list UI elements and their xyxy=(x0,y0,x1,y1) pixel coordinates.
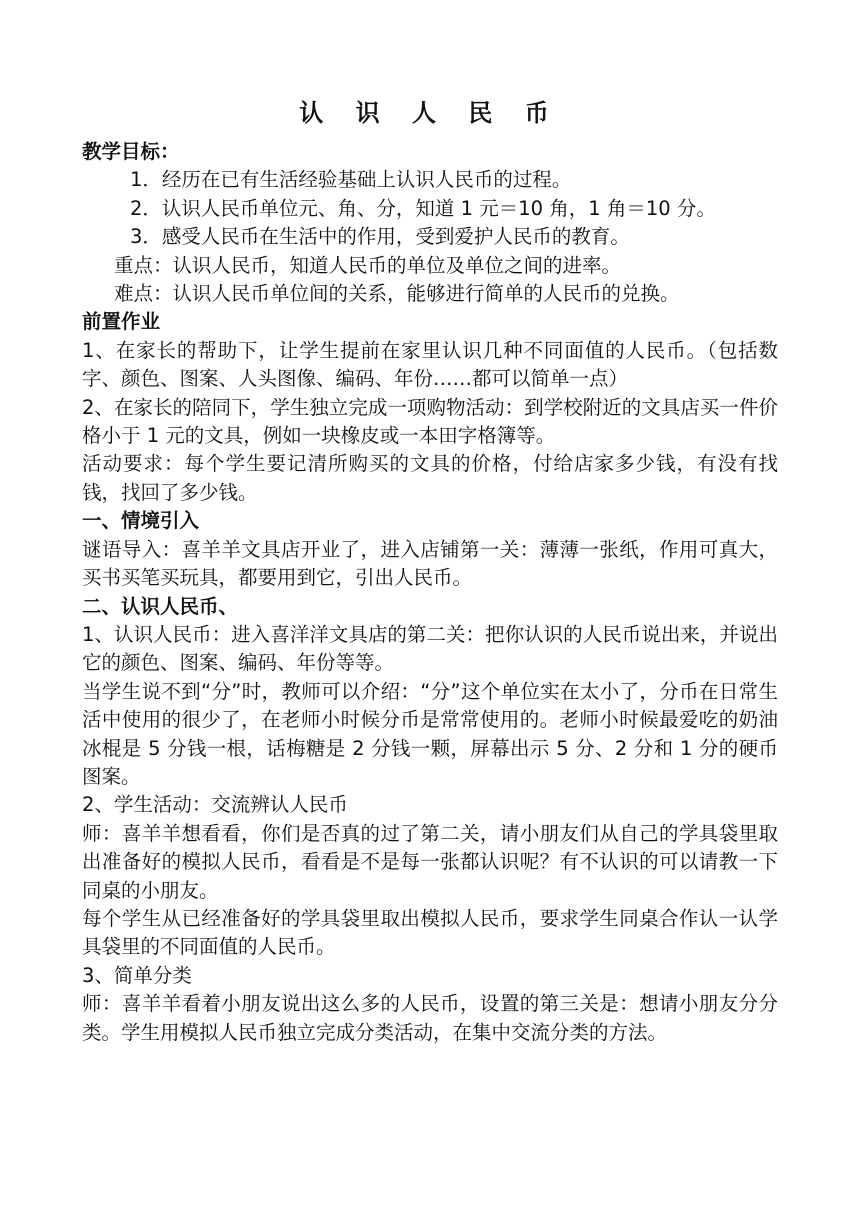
paragraph: 3、简单分类 xyxy=(82,963,192,987)
section-heading-teaching-goals: 教学目标： xyxy=(82,140,180,163)
paragraph: 师：喜羊羊想看看，你们是否真的过了第二关，请小朋友们从自己的学具袋里取出准备好的模拟人民币，看看是不是每一张都认识呢？有不认识的可以请教一下同桌的小朋友。 xyxy=(82,821,778,902)
paragraph: 2、学生活动：交流辨认人民币 xyxy=(82,793,348,817)
teaching-goal-item: 2．认识人民币单位元、角、分，知道 1 元＝10 角，1 角＝10 分。 xyxy=(130,196,716,220)
section-heading-introduction: 一、情境引入 xyxy=(82,509,200,533)
key-point: 重点：认识人民币，知道人民币的单位及单位之间的进率。 xyxy=(114,253,622,277)
difficult-point: 难点：认识人民币单位间的关系，能够进行简单的人民币的兑换。 xyxy=(114,282,680,306)
paragraph: 2、在家长的陪同下，学生独立完成一项购物活动：到学校附近的文具店买一件价格小于 1 元的文具，例如一块橡皮或一本田字格簿等。 xyxy=(82,395,778,448)
paragraph: 1、认识人民币：进入喜洋洋文具店的第二关：把你认识的人民币说出来，并说出它的颜色、图案、编码、年份等等。 xyxy=(82,622,778,675)
section-heading-recognize-rmb: 二、认识人民币、 xyxy=(82,594,239,618)
paragraph: 当学生说不到“分”时，教师可以介绍：“分”这个单位实在太小了，分币在日常生活中使用的很少了，在老师小时候分币是常常使用的。老师小时候最爱吃的奶油冰棍是 5 分钱一根，话梅糖是 2 分钱一颗，屏幕出示 5 分、2 分和 1 分的硬币图案。 xyxy=(82,679,778,788)
teaching-goal-item: 3．感受人民币在生活中的作用，受到爱护人民币的教育。 xyxy=(130,225,630,249)
paragraph: 谜语导入：喜羊羊文具店开业了，进入店铺第一关：薄薄一张纸，作用可真大，买书买笔买玩具，都要用到它，引出人民币。 xyxy=(82,537,778,590)
paragraph: 1、在家长的帮助下，让学生提前在家里认识几种不同面值的人民币。（包括数字、颜色、图案、人头图像、编码、年份……都可以简单一点） xyxy=(82,338,778,391)
section-heading-preview-homework: 前置作业 xyxy=(82,310,161,334)
paragraph: 活动要求：每个学生要记清所购买的文具的价格，付给店家多少钱，有没有找钱，找回了多少钱。 xyxy=(82,452,778,504)
paragraph: 每个学生从已经准备好的学具袋里取出模拟人民币，要求学生同桌合作认一认学具袋里的不同面值的人民币。 xyxy=(82,906,778,959)
teaching-goal-item: 1．经历在已有生活经验基础上认识人民币的过程。 xyxy=(130,168,572,192)
paragraph: 师：喜羊羊看着小朋友说出这么多的人民币，设置的第三关是：想请小朋友分分类。学生用模拟人民币独立完成分类活动，在集中交流分类的方法。 xyxy=(82,992,778,1044)
document-title: 认 识 人 民 币 xyxy=(299,99,561,127)
